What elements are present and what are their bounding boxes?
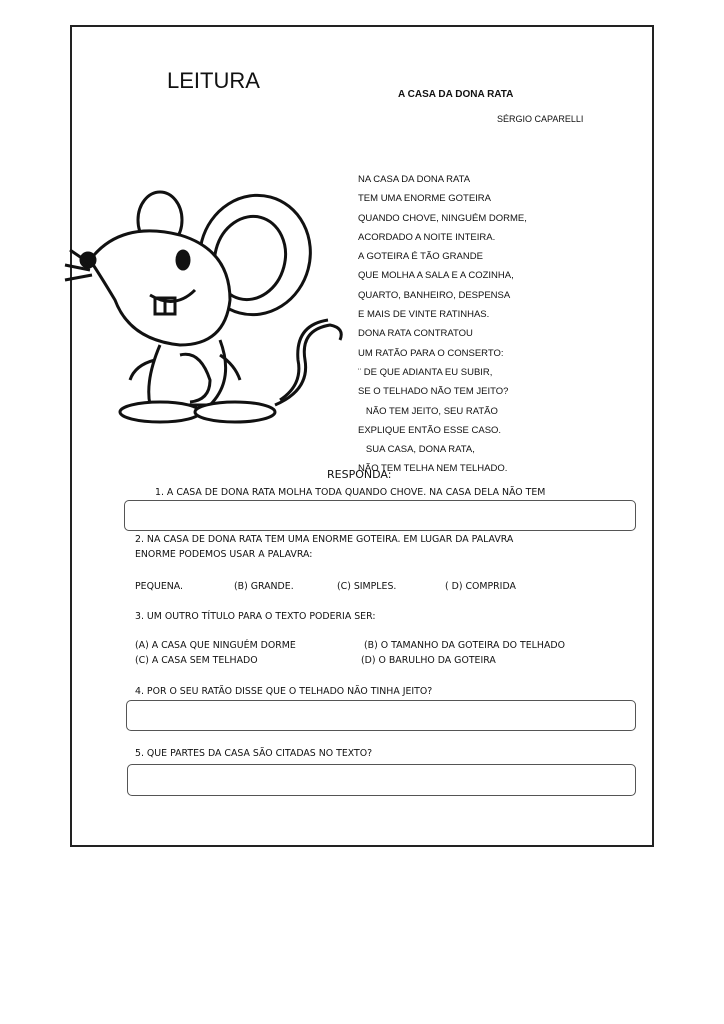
poem-title: A CASA DA DONA RATA xyxy=(398,89,514,100)
poem-line: QUANDO CHOVE, NINGUÉM DORME, xyxy=(358,212,527,224)
answer-box-5[interactable] xyxy=(127,764,636,796)
poem-line: TEM UMA ENORME GOTEIRA xyxy=(358,193,492,205)
poem-text xyxy=(358,170,527,479)
answer-box-4[interactable] xyxy=(126,700,636,731)
poem-line: DONA RATA CONTRATOU xyxy=(358,328,473,340)
poem-line: E MAIS DE VINTE RATINHAS. xyxy=(358,309,490,321)
question-3: 3. UM OUTRO TÍTULO PARA O TEXTO PODERIA SER: xyxy=(135,611,376,622)
mouse-illustration xyxy=(60,180,350,435)
question-2-line-1: 2. NA CASA DE DONA RATA TEM UMA ENORME GOTEIRA. EM LUGAR DA PALAVRA xyxy=(135,534,514,545)
poem-line: NÃO TEM TELHA NEM TELHADO. xyxy=(358,463,508,475)
question-4: 4. POR O SEU RATÃO DISSE QUE O TELHADO NÃO TINHA JEITO? xyxy=(135,686,433,697)
option-a[interactable]: PEQUENA. xyxy=(135,581,183,592)
option-c[interactable]: (C) A CASA SEM TELHADO xyxy=(135,655,258,666)
option-b[interactable]: (B) O TAMANHO DA GOTEIRA DO TELHADO xyxy=(364,640,565,651)
option-c[interactable]: (C) SIMPLES. xyxy=(337,581,397,592)
responda-heading: RESPONDA: xyxy=(327,468,392,481)
poem-author: SÉRGIO CAPARELLI xyxy=(497,114,584,124)
poem-line: NA CASA DA DONA RATA xyxy=(358,174,471,185)
poem-line: ACORDADO A NOITE INTEIRA. xyxy=(358,231,496,243)
poem-line: A GOTEIRA É TÃO GRANDE xyxy=(358,251,483,263)
poem-line: QUE MOLHA A SALA E A COZINHA, xyxy=(358,270,514,282)
question-5: 5. QUE PARTES DA CASA SÃO CITADAS NO TEXTO? xyxy=(135,748,373,759)
poem-line: ¨ DE QUE ADIANTA EU SUBIR, xyxy=(358,366,493,378)
poem-line: UM RATÃO PARA O CONSERTO: xyxy=(358,347,504,359)
page-title: LEITURA xyxy=(167,68,260,93)
option-a[interactable]: (A) A CASA QUE NINGUÉM DORME xyxy=(135,640,296,651)
option-d[interactable]: (D) O BARULHO DA GOTEIRA xyxy=(361,655,496,666)
poem-line: EXPLIQUE ENTÃO ESSE CASO. xyxy=(358,424,502,436)
answer-box-1[interactable] xyxy=(124,500,636,531)
poem-line: SUA CASA, DONA RATA, xyxy=(358,444,475,456)
question-2-line-2: ENORME PODEMOS USAR A PALAVRA: xyxy=(135,549,313,560)
poem-line: NÃO TEM JEITO, SEU RATÃO xyxy=(358,405,498,417)
option-b[interactable]: (B) GRANDE. xyxy=(234,581,294,592)
question-1: 1. A CASA DE DONA RATA MOLHA TODA QUANDO CHOVE. NA CASA DELA NÃO TEM xyxy=(155,487,546,498)
poem-line: QUARTO, BANHEIRO, DESPENSA xyxy=(358,289,511,301)
option-d[interactable]: ( D) COMPRIDA xyxy=(445,581,516,592)
poem-line: SE O TELHADO NÃO TEM JEITO? xyxy=(358,386,509,398)
